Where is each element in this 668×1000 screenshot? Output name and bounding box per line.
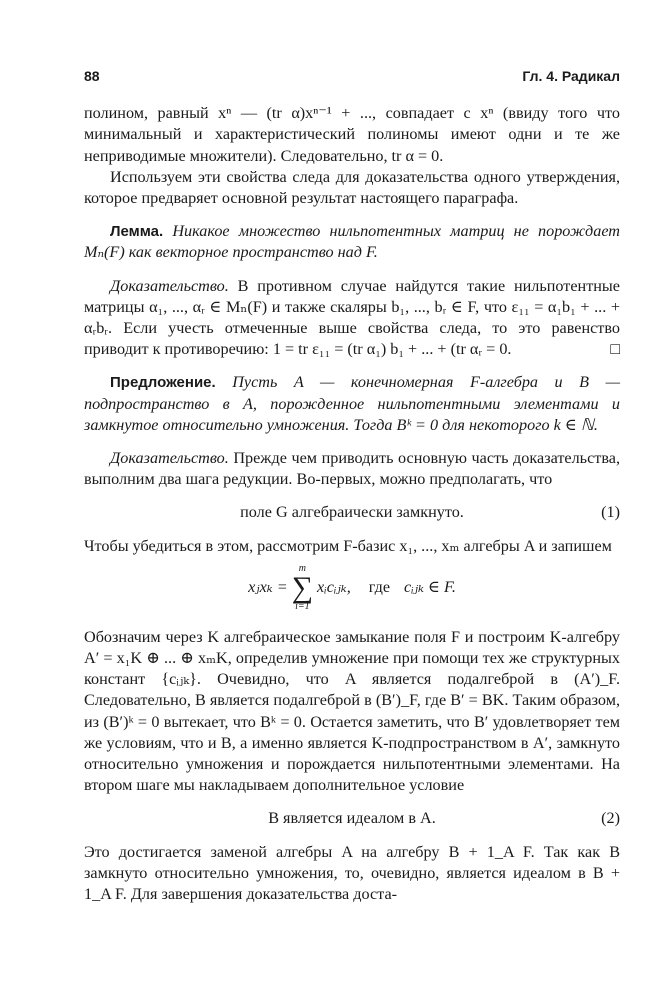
lemma-proof xyxy=(84,276,620,361)
proof-label: Доказательство. xyxy=(110,449,229,468)
equation-1 xyxy=(84,502,620,523)
formula-where: где xyxy=(368,578,391,597)
sum-sign xyxy=(292,564,313,612)
proposition-proof xyxy=(84,448,620,490)
proposition xyxy=(84,372,620,436)
equation-text: B является идеалом в A. xyxy=(268,809,436,828)
proof-text: Прежде чем приводить основную часть доказательства, выполним два шага редукции. Во-первых, можно предполагать, что xyxy=(84,449,620,489)
lemma-statement: Никакое множество нильпотентных матриц не порождает Mₙ(F) как векторное пространство над F. xyxy=(84,222,621,262)
paragraph-closure: Обозначим через K алгебраическое замыкание поля F и построим K-алгебру A′ = x₁K ⊕ ... ⊕ xₘK, определив умножение при помощи тех же структурных констант {cᵢⱼₖ}. Очевидно, что A является подалгеброй в (A′)_F. Следовательно, B является подалгеброй в (B′)_F, где B′ = BK. Таким образом, из (B′)ᵏ = 0 вытекает, что Bᵏ = 0. Остается заметить, что B′ удовлетворяет тем же условиям, что и B, а именно является K-подпространством в A′, замкнуто относительно умножения и порождается нильпотентными элементами. На втором шаге мы накладываем дополнительное условие xyxy=(84,627,620,795)
lemma xyxy=(84,221,620,263)
lemma-label: Лемма. xyxy=(110,223,164,241)
equation-number: (2) xyxy=(601,809,620,828)
paragraph-trace-usage: Используем эти свойства следа для доказательства одного утверждения, которое предваряет основной результат настоящего параграфа. xyxy=(84,167,620,208)
proof-label: Доказательство. xyxy=(110,276,229,295)
paragraph-continuation: полином, равный xⁿ — (tr α)xⁿ⁻¹ + ..., совпадает с xⁿ (ввиду того что минимальный и характеристический полиномы имеют одни и те же неприводимые множители). Следовательно, tr α = 0. xyxy=(84,104,620,165)
proposition-statement: Пусть A — конечномерная F-алгебра и B — подпространство в A, порожденное нильпотентными элементами и замкнутое относительно умножения. Тогда Bᵏ = 0 для некоторого k ∈ ℕ. xyxy=(84,373,620,434)
sum-upper-limit: m xyxy=(298,562,306,574)
page-content xyxy=(84,66,620,905)
qed-symbol: □ xyxy=(610,341,620,359)
page-number: 88 xyxy=(84,68,100,84)
running-title: Гл. 4. Радикал xyxy=(522,68,620,84)
proposition-label: Предложение. xyxy=(110,374,216,392)
page-header xyxy=(84,66,620,87)
equation-text: поле G алгебраически замкнуто. xyxy=(240,503,464,522)
structure-constants-formula xyxy=(84,563,620,613)
formula-rhs: xᵢcᵢⱼₖ, xyxy=(317,578,351,597)
equation-number: (1) xyxy=(601,503,620,522)
sum-lower-limit: i=1 xyxy=(295,600,310,612)
equation-2 xyxy=(84,808,620,829)
paragraph-ideal: Это достигается заменой алгебры A на алгебру B + 1_A F. Так как B замкнуто относительно умножения, то, очевидно, является идеалом в B + 1_A F. Для завершения доказательства доста- xyxy=(84,842,620,904)
proof-text: В противном случае найдутся такие нильпотентные матрицы α₁, ..., αᵣ ∈ Mₙ(F) и также скаляры b₁, ..., bᵣ ∈ F, что ε₁₁ = α₁b₁ + ... + αᵣbᵣ. Если учесть отмеченные выше свойства следа, то это равенство приводит к противоречию: 1 = tr ε₁₁ = (tr α₁) b₁ + ... + (tr αᵣ = 0. xyxy=(84,276,620,359)
paragraph-basis: Чтобы убедиться в этом, рассмотрим F-базис x₁, ..., xₘ алгебры A и запишем xyxy=(84,536,612,555)
sigma-icon: ∑ xyxy=(291,570,314,604)
formula-lhs: xⱼxₖ = xyxy=(248,578,288,597)
formula-condition: cᵢⱼₖ ∈ F. xyxy=(404,578,456,597)
